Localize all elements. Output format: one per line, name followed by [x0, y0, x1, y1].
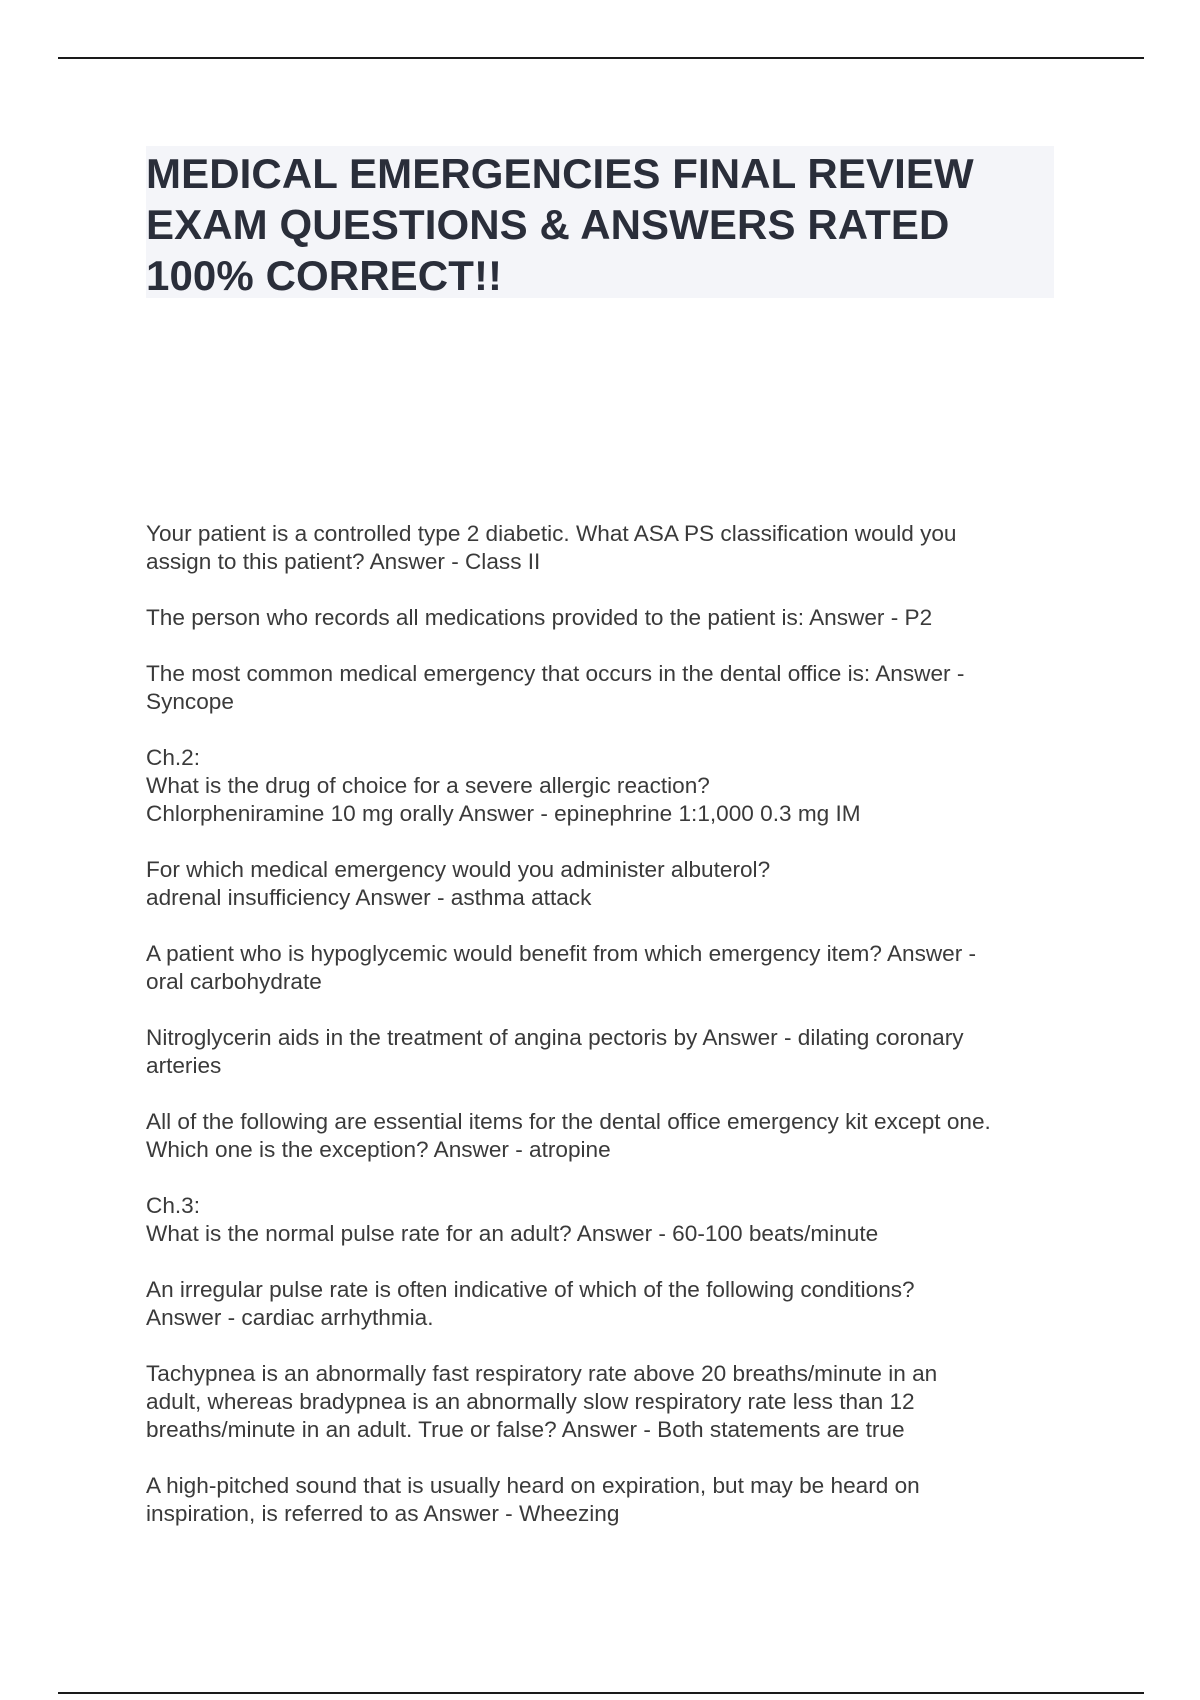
- qa-text-line: arteries: [146, 1053, 222, 1078]
- qa-text-line: Chlorpheniramine 10 mg orally Answer - epinephrine 1:1,000 0.3 mg IM: [146, 801, 861, 826]
- qa-text-line: What is the normal pulse rate for an adult? Answer - 60-100 beats/minute: [146, 1221, 879, 1246]
- qa-text-line: inspiration, is referred to as Answer - Wheezing: [146, 1501, 620, 1526]
- title-line: MEDICAL EMERGENCIES FINAL REVIEW: [146, 150, 974, 197]
- top-divider: [58, 57, 1144, 59]
- qa-list: [146, 520, 1066, 1556]
- qa-item: [146, 604, 1066, 632]
- qa-text-line: A patient who is hypoglycemic would benefit from which emergency item? Answer -: [146, 941, 977, 966]
- qa-text-line: A high-pitched sound that is usually heard on expiration, but may be heard on: [146, 1473, 920, 1498]
- qa-text-line: An irregular pulse rate is often indicative of which of the following conditions?: [146, 1277, 915, 1302]
- qa-item: [146, 1108, 1066, 1164]
- qa-text-line: breaths/minute in an adult. True or false? Answer - Both statements are true: [146, 1417, 905, 1442]
- bottom-divider: [58, 1692, 1144, 1694]
- qa-text-line: All of the following are essential items for the dental office emergency kit except one.: [146, 1109, 991, 1134]
- qa-text-line: adrenal insufficiency Answer - asthma attack: [146, 885, 592, 910]
- qa-item: [146, 1192, 1066, 1248]
- chapter-heading: Ch.2:: [146, 745, 201, 770]
- qa-item: [146, 1360, 1066, 1444]
- title-line: 100% CORRECT!!: [146, 252, 503, 299]
- chapter-heading: Ch.3:: [146, 1193, 201, 1218]
- qa-text-line: Syncope: [146, 689, 234, 714]
- qa-item: [146, 1472, 1066, 1528]
- qa-text-line: Answer - cardiac arrhythmia.: [146, 1305, 434, 1330]
- qa-text-line: Nitroglycerin aids in the treatment of angina pectoris by Answer - dilating coronary: [146, 1025, 964, 1050]
- qa-text-line: adult, whereas bradypnea is an abnormally slow respiratory rate less than 12: [146, 1389, 915, 1414]
- document-title: [146, 148, 1054, 301]
- qa-item: [146, 744, 1066, 828]
- title-block: [146, 146, 1054, 298]
- qa-text-line: The most common medical emergency that occurs in the dental office is: Answer -: [146, 661, 965, 686]
- title-line: EXAM QUESTIONS & ANSWERS RATED: [146, 201, 950, 248]
- qa-text-line: For which medical emergency would you administer albuterol?: [146, 857, 771, 882]
- qa-text-line: Which one is the exception? Answer - atropine: [146, 1137, 611, 1162]
- qa-item: [146, 660, 1066, 716]
- qa-text-line: oral carbohydrate: [146, 969, 322, 994]
- qa-item: [146, 1024, 1066, 1080]
- qa-item: [146, 940, 1066, 996]
- qa-item: [146, 1276, 1066, 1332]
- qa-item: [146, 520, 1066, 576]
- qa-text-line: Tachypnea is an abnormally fast respiratory rate above 20 breaths/minute in an: [146, 1361, 938, 1386]
- qa-text-line: Your patient is a controlled type 2 diabetic. What ASA PS classification would you: [146, 521, 957, 546]
- qa-item: [146, 856, 1066, 912]
- qa-text-line: assign to this patient? Answer - Class II: [146, 549, 541, 574]
- qa-text-line: The person who records all medications provided to the patient is: Answer - P2: [146, 605, 933, 630]
- qa-text-line: What is the drug of choice for a severe allergic reaction?: [146, 773, 710, 798]
